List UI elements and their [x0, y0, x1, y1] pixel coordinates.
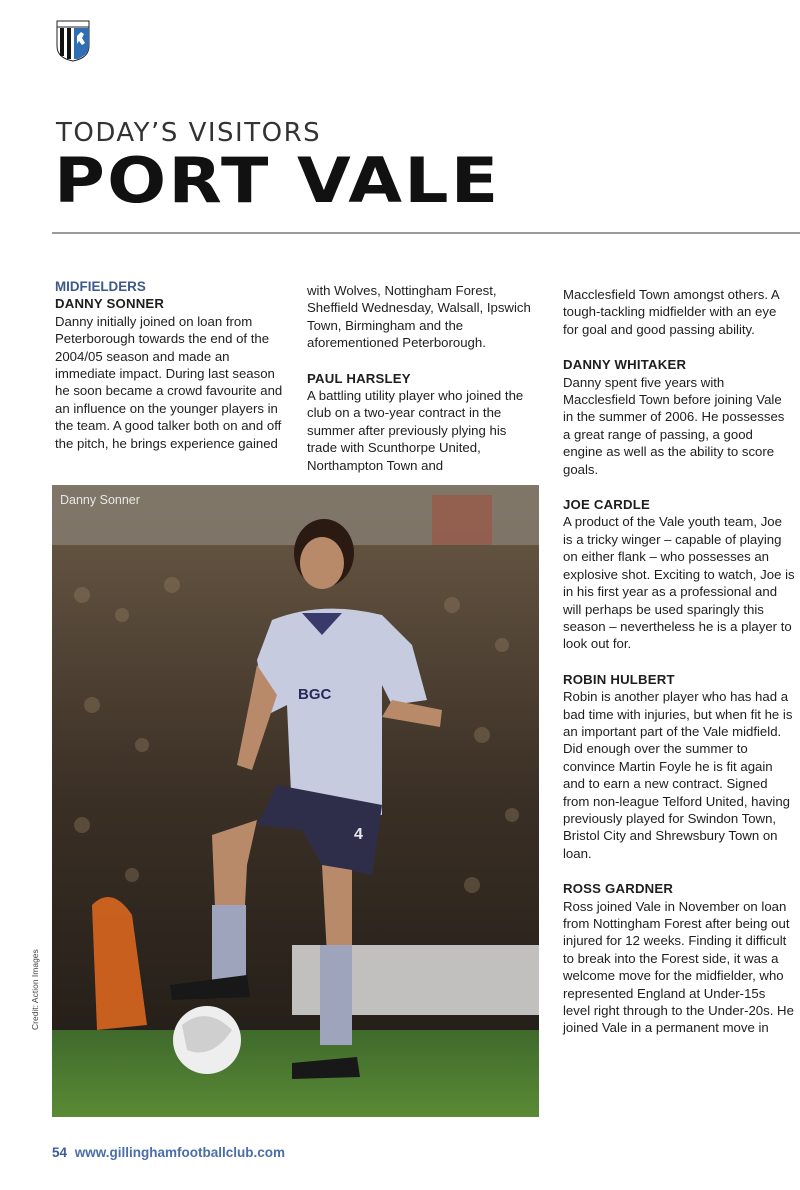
player-name-hulbert: ROBIN HULBERT — [563, 671, 675, 687]
player-photo — [52, 485, 539, 1117]
player-bio-whitaker: Danny spent five years with Macclesfield Town before joining Vale in the summer of 2006. He possesses a great range of passing, a good engine as well as the ability to score goals. — [563, 374, 785, 477]
page-title: PORT VALE — [54, 144, 501, 217]
photo-caption: Danny Sonner — [60, 493, 140, 507]
page-number: 54 — [52, 1145, 68, 1160]
player-name-cardle: JOE CARDLE — [563, 497, 650, 513]
shirt-sponsor-text: BGC — [298, 686, 332, 703]
player-bio-cardle: A product of the Vale youth team, Joe is a tricky winger – capable of playing on either flank – who possesses an explosive shot. Exciting to watch, Joe is in his first year as a professional and will perhaps be used sparingly this season – nevertheless he is a player to look out for. — [563, 514, 795, 652]
photo-credit: Credit: Action Images — [30, 949, 40, 1030]
column-two — [307, 282, 539, 474]
page-footer — [52, 1145, 285, 1160]
footer-url-link[interactable]: www.gillinghamfootballclub.com — [74, 1145, 286, 1160]
player-bio-sonner-part1: Danny initially joined on loan from Peterborough towards the end of the 2004/05 season and made an immediate impact. During last season he soon became a crowd favourite and an influence on the younger players in the team. A good talker both on and off the pitch, he brings experience gained — [55, 313, 283, 451]
column-one — [55, 278, 287, 452]
club-crest-logo — [56, 20, 90, 62]
player-name-sonner: DANNY SONNER — [55, 296, 165, 312]
player-bio-hulbert: Robin is another player who has had a bad time with injuries, but when fit he is an important part of the Vale midfield. Did enough over the summer to convince Martin Foyle he is fit again and to earn a new contract. Signed from non-league Telford United, having previously played for Swindon Town, Bristol City and Shrewsbury Town on loan. — [563, 689, 793, 861]
header-divider — [52, 232, 800, 234]
page-kicker: TODAY’S VISITORS — [56, 118, 322, 148]
player-name-whitaker: DANNY WHITAKER — [563, 357, 687, 373]
player-bio-gardner: Ross joined Vale in November on loan from Nottingham Forest after being out injured for 12 weeks. Finding it difficult to break into the Forest side, it was a welcome move for the midfielder, who represented England at Under-15s level right through to the Under-20s. He joined Vale in a permanent move in — [563, 898, 794, 1036]
player-name-gardner: ROSS GARDNER — [563, 881, 674, 897]
section-label: MIDFIELDERS — [55, 279, 146, 294]
player-name-harsley: PAUL HARSLEY — [307, 370, 411, 386]
shirt-number-text: 4 — [354, 826, 363, 843]
player-bio-sonner-part2: with Wolves, Nottingham Forest, Sheffield Wednesday, Walsall, Ipswich Town, Birmingham and the aforementioned Peterborough. — [307, 283, 531, 351]
player-bio-harsley-part2: Macclesfield Town amongst others. A tough-tackling midfielder with an eye for goal and good passing ability. — [563, 287, 779, 337]
player-bio-harsley-part1: A battling utility player who joined the club on a two-year contract in the summer after previously plying his trade with Scunthorpe United, Northampton Town and — [307, 388, 524, 473]
column-three — [563, 286, 795, 1037]
